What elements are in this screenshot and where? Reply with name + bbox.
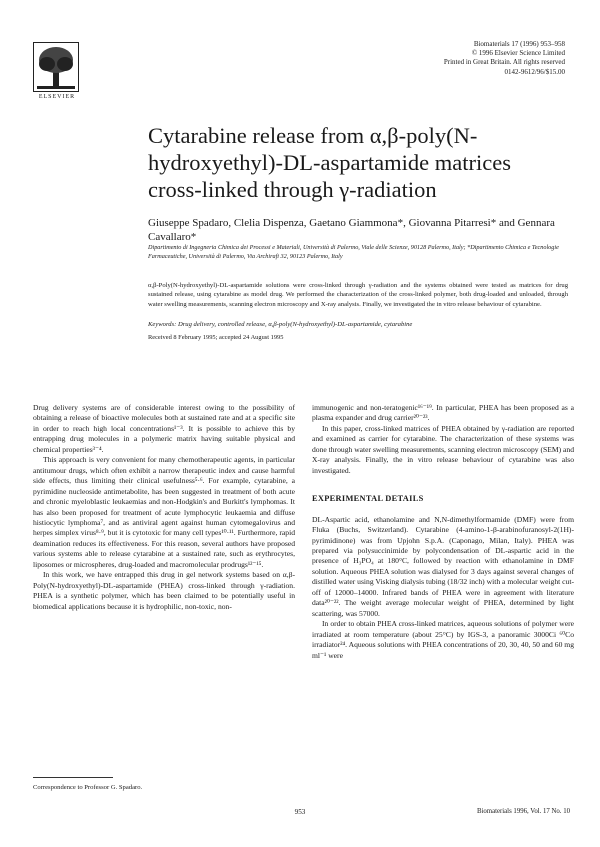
- left-column: [33, 403, 295, 612]
- section-heading: EXPERIMENTAL DETAILS: [312, 494, 424, 504]
- body-paragraph: This approach is very convenient for many chemotherapeutic agents, in particular antitumour drugs, which often exhibit a narrow therapeutic index and cause harmful side effects, thus limiting their clinical usefulness⁵·⁶. For example, cytarabine, a pyrimidine nucleoside antimetabolite, has been suggested in treatment of both acute and chronic myeloblastic leukaemias and non-Hodgkin's and Burkitt's lymphomas. It has also been proposed for treatment of acute lymphocytic leukaemia and diffuse histiocytic lymphoma⁷, and as antiviral agent against human cytomegalovirus and herpes simplex virus⁸·⁹, but it is cytotoxic for many cell types¹⁰·¹¹. Furthermore, rapid deamination reduces its effectiveness. For this reason, several authors have proposed various systems able to release cytarabine at a sustained rate, such as erythrocytes, liposomes or microspheres, drug-loaded and macromolecular prodrugs¹²⁻¹⁵.: [33, 455, 295, 569]
- article-title: Cytarabine release from α,β-poly(N-hydroxyethyl)-DL-aspartamide matrices cross-linked through γ-radiation: [148, 123, 511, 202]
- correspondence-footnote: Correspondence to Professor G. Spadaro.: [33, 784, 143, 791]
- keywords-label: Keywords:: [148, 321, 177, 328]
- publisher-name: ELSEVIER: [38, 94, 76, 100]
- printed-line: Printed in Great Britain. All rights reserved: [443, 58, 565, 67]
- body-paragraph: Drug delivery systems are of considerable interest owing to the possibility of obtaining a release of bioactive molecules both at sustained rate and at a specific site in order to reach high local concentrations¹⁻³. It is possible to achieve this by entrapping drug molecules in a polymeric matrix having suitable physical and chemical properties³⁻⁴.: [33, 403, 295, 454]
- author-list: Giuseppe Spadaro, Clelia Dispenza, Gaetano Giammona*, Giovanna Pitarresi* and Gennara Cavallaro*: [148, 217, 555, 243]
- body-paragraph: In this paper, cross-linked matrices of PHEA obtained by γ-radiation are reported and examined as carrier for cytarabine. The characterization of these systems was done through water swelling measurements, scanning electron microscopy (SEM) and X-ray analysis. Finally, the in vitro release behaviour of cytarabine was also investigated.: [312, 423, 574, 475]
- footnote-rule: [33, 777, 113, 778]
- body-paragraph: DL-Aspartic acid, ethanolamine and N,N-dimethylformamide (DMF) were from Fluka (Buchs, Switzerland). Cytarabine (4-amino-1-β-arabinofuranosyl-2(1H)-pyrimidinone) was from Upjohn S.p.A. (Caponago, Milan, Italy). PHEA was prepared via polysuccinimide by polycondensation of DL-aspartic acid in the presence of H₃PO₄ at 180°C, followed by reaction with ethanolamine in DMF solution. Aqueous PHEA solution was dialysed for 3 days against several changes of distilled water using Visking dialysis tubing (18/32 inch) with a molecular weight cut-off of 12000–14000. Infrared bands of PHEA were in agreement with literature data²⁰⁻²². The weight average molecular weight of PHEA, determined by light scattering, was 57000.: [312, 514, 574, 618]
- body-paragraph: In order to obtain PHEA cross-linked matrices, aqueous solutions of polymer were irradiated at room temperature (about 25°C) by IGS-3, a panoramic 3000Ci ⁶⁰Co irradiator²⁴. Aqueous solutions with PHEA concentrations of 20, 30, 40, 50 and 60 mg ml⁻¹ were: [312, 619, 574, 660]
- keywords: [148, 320, 568, 329]
- footer-journal: Biomaterials 1996, Vol. 17 No. 10: [476, 808, 570, 815]
- received-dates: Received 8 February 1995; accepted 24 August 1995: [148, 334, 284, 341]
- elsevier-tree-logo: [33, 42, 79, 92]
- issn-line: 0142-9612/96/$15.00: [504, 67, 565, 76]
- journal-citation: Biomaterials 17 (1996) 953–958: [473, 40, 565, 48]
- keywords-text: Drug delivery, controlled release, α,β-poly(N-hydroxyethyl)-DL-aspartamide, cytarabine: [177, 321, 413, 328]
- affiliations: Dipartimento di Ingegneria Chimica dei Processi e Materiali, Università di Palermo, Viale delle Scienze, 90128 Palermo, Italy; *Dipartimento Chimica e Tecnologie Farmaceutiche, Università di Palermo, Via Archirafi 32, 90123 Palermo, Italy: [148, 244, 559, 260]
- body-paragraph: immunogenic and non-teratogenic¹⁶⁻¹⁹. In particular, PHEA has been proposed as a plasma expander and drug carrier²⁰⁻²³.: [312, 403, 574, 423]
- abstract: α,β-Poly(N-hydroxyethyl)-DL-aspartamide solutions were cross-linked through γ-radiation and the systems obtained were tested as matrices for drug sustained release, using cytarabine as model drug. We performed the characterization of the cross-linked polymer, both drug-loaded and unloaded, through water swelling measurements, scanning electron microscopy and X-ray analysis. Finally, we investigated the in vitro release behaviour of cytarabine.: [148, 282, 568, 308]
- body-paragraph: In this work, we have entrapped this drug in gel network systems based on α,β-Poly(N-hydroxyethyl)-DL-aspartamide (PHEA) cross-linked through γ-radiation. PHEA is a synthetic polymer, which has been claimed to be potentially useful in biomedical applications because it is hydrophilic, non-toxic, non-: [33, 570, 295, 611]
- copyright-line: © 1996 Elsevier Science Limited: [471, 49, 565, 58]
- page-number: 953: [294, 808, 306, 816]
- right-column: [312, 403, 574, 661]
- journal-info: [365, 40, 565, 77]
